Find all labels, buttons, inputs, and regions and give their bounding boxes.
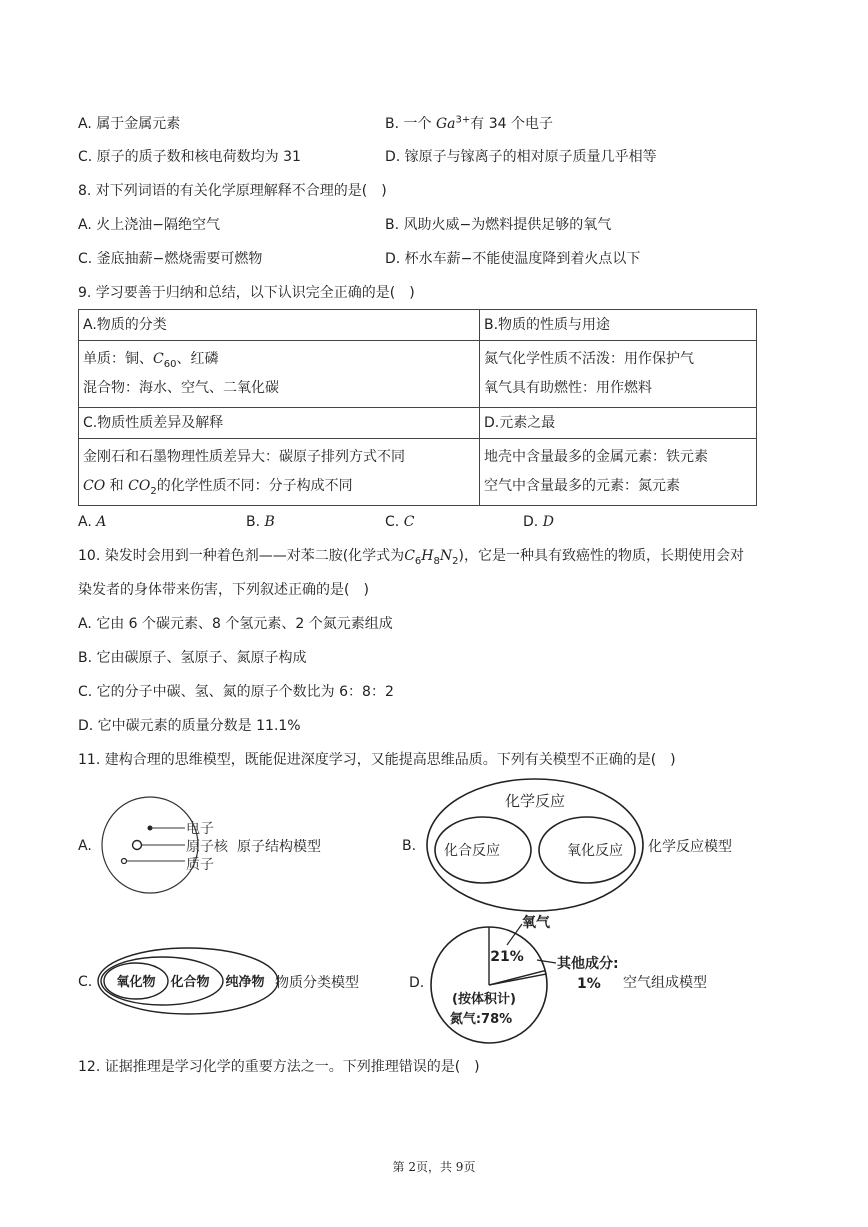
model-d-letter: D. <box>409 975 425 991</box>
q10-option-c: C. 它的分子中碳、氢、氮的原子个数比为 6：8：2 <box>78 684 394 700</box>
q10-stem-line1: 10. 染发时会用到一种着色剂——对苯二胺(化学式为$C_6H_8N_2$)，它是一种具有致癌性的物质，长期使用会对 <box>78 548 744 567</box>
q9-table <box>78 309 757 506</box>
oxygen-leader-line <box>507 924 522 945</box>
label-pure-substance: 纯净物 <box>225 975 265 990</box>
label-oxidation: 氧化反应 <box>567 843 623 859</box>
q8-stem: 8. 对下列词语的有关化学原理解释不合理的是( ) <box>78 183 387 199</box>
model-b-title: 化学反应模型 <box>648 839 732 855</box>
q9-cell-b-body: 氮气化学性质不活泼：用作保护气 氧气具有助燃性：用作燃料 <box>480 341 757 408</box>
q11-stem: 11. 建构合理的思维模型，既能促进深度学习，又能提高思维品质。下列有关模型不正确的是( ) <box>78 752 676 768</box>
q8-option-b: B. 风助火威−为燃料提供足够的氧气 <box>385 217 612 233</box>
q9-cell-d-head: D.元素之最 <box>480 408 757 439</box>
proton-mark <box>122 859 127 864</box>
q9-cell-d-body: 地壳中含量最多的金属元素：铁元素 空气中含量最多的元素：氮元素 <box>480 439 757 506</box>
label-oxygen-pct: 21% <box>490 949 524 965</box>
q9-option-a: A. A <box>78 514 107 530</box>
q9-stem: 9. 学习要善于归纳和总结，以下认识完全正确的是( ) <box>78 285 415 301</box>
q9-option-d: D. D <box>523 514 554 530</box>
model-b-letter: B. <box>402 838 417 854</box>
model-c-title: 物质分类模型 <box>275 975 359 991</box>
q8-option-c: C. 釜底抽薪−燃烧需要可燃物 <box>78 251 263 267</box>
label-compound: 化合物 <box>170 975 210 990</box>
label-oxide: 氧化物 <box>116 975 156 990</box>
q11-diagrams <box>0 775 868 1075</box>
q10-option-b: B. 它由碳原子、氢原子、氮原子构成 <box>78 650 307 666</box>
page-footer: 第 2页，共 9页 <box>392 1160 476 1174</box>
label-electron: 电子 <box>186 821 214 837</box>
pie-boundary-other-end <box>489 974 546 985</box>
q10-stem-line2: 染发者的身体带来伤害，下列叙述正确的是( ) <box>78 582 369 598</box>
q9-option-c: C. C <box>385 514 415 530</box>
label-basis: (按体积计) <box>452 992 516 1007</box>
q7-option-b: B. 一个 $Ga^{3+}$有 34 个电子 <box>385 114 553 132</box>
q8-option-a: A. 火上浇油−隔绝空气 <box>78 217 220 233</box>
q7-option-c: C. 原子的质子数和核电荷数均为 31 <box>78 149 301 165</box>
nucleus-mark <box>133 841 142 850</box>
q8-option-d: D. 杯水车薪−不能使温度降到着火点以下 <box>385 251 641 267</box>
q9-cell-b-head: B.物质的性质与用途 <box>480 310 757 341</box>
label-nitrogen: 氮气:78% <box>449 1012 513 1027</box>
label-other-pct: 1% <box>577 976 601 992</box>
q9-cell-c-body: 金刚石和石墨物理性质差异大：碳原子排列方式不同 CO 和 $CO_2$的化学性质不同：分子构成不同 <box>79 439 480 506</box>
q10-option-d: D. 它中碳元素的质量分数是 11.1% <box>78 718 301 734</box>
label-nucleus: 原子核 <box>186 839 228 855</box>
model-d-title: 空气组成模型 <box>623 975 707 991</box>
q7-option-d: D. 镓原子与镓离子的相对原子质量几乎相等 <box>385 149 657 165</box>
model-c-letter: C. <box>78 974 93 990</box>
q12-stem: 12. 证据推理是学习化学的重要方法之一。下列推理错误的是( ) <box>78 1059 480 1075</box>
q7-option-a: A. 属于金属元素 <box>78 116 181 132</box>
q9-option-b: B. B <box>246 514 275 530</box>
label-proton: 质子 <box>186 857 214 873</box>
q9-cell-a-head: A.物质的分类 <box>79 310 480 341</box>
q10-option-a: A. 它由 6 个碳元素、8 个氢元素、2 个氮元素组成 <box>78 616 393 632</box>
label-chemical-reaction: 化学反应 <box>504 792 566 810</box>
label-combination: 化合反应 <box>444 843 500 859</box>
label-oxygen: 氧气 <box>522 915 550 931</box>
other-leader-line <box>537 960 556 963</box>
label-other: 其他成分: <box>557 956 619 972</box>
q9-cell-a-body: 单质：铜、$C_{60}$、红磷 混合物：海水、空气、二氧化碳 <box>79 341 480 408</box>
model-a-title: 原子结构模型 <box>237 839 321 855</box>
q9-cell-c-head: C.物质性质差异及解释 <box>79 408 480 439</box>
model-a-letter: A. <box>78 838 92 854</box>
